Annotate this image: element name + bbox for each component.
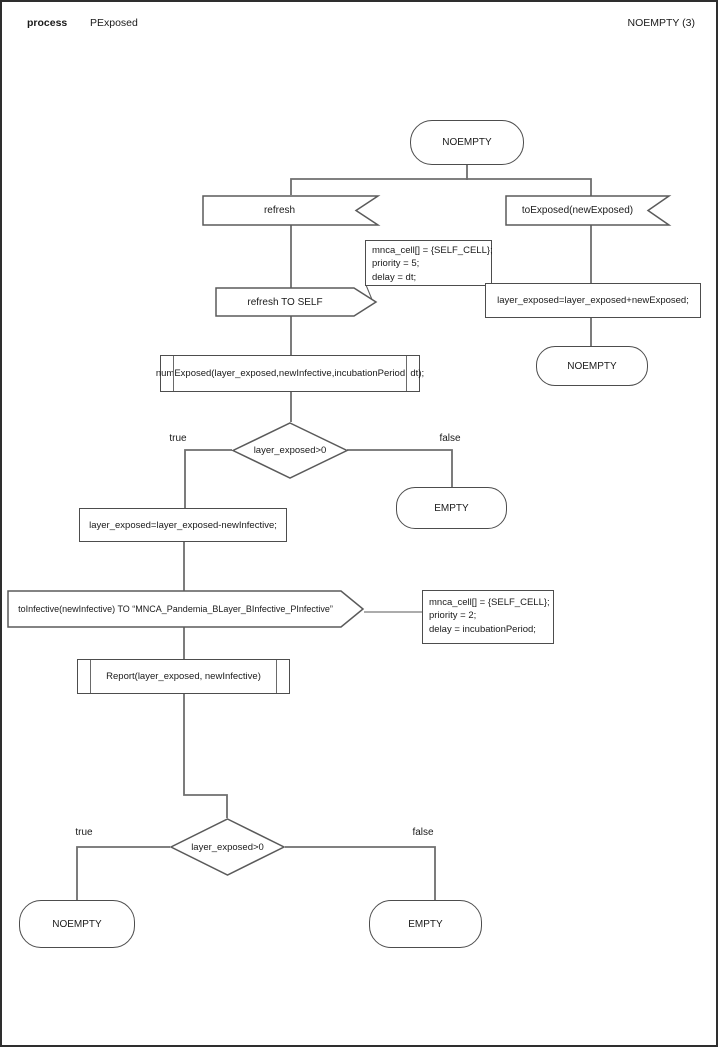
state-label: NOEMPTY — [52, 918, 102, 930]
decision-label: layer_exposed>0 — [191, 841, 264, 853]
edge-decision1-true — [185, 450, 232, 508]
note-line: mnca_cell[] = {SELF_CELL}; — [429, 597, 550, 608]
edge-report-to-decision2 — [184, 694, 227, 818]
process-title: PExposed — [90, 17, 138, 29]
subroutine-bar — [173, 356, 174, 391]
state-noempty-after-add[interactable] — [536, 346, 648, 386]
call-label: numExposed(layer_exposed,newInfective,incubationPeriod, dt); — [155, 368, 425, 379]
note-line: priority = 2; — [429, 610, 477, 622]
edge-decision2-false — [285, 847, 435, 900]
receive-refresh[interactable] — [202, 195, 379, 226]
branch-false-label: false — [439, 433, 461, 444]
send-label: toInfective(newInfective) TO “MNCA_Pandemia_BLayer_BInfective_PInfective” — [18, 604, 333, 614]
branch-false-label: false — [412, 827, 434, 838]
note-line: mnca_cell[] = {SELF_CELL}; — [372, 245, 493, 256]
state-empty-1[interactable] — [396, 487, 507, 529]
receive-label: refresh — [263, 205, 296, 216]
call-num-exposed[interactable] — [155, 355, 425, 392]
branch-true-label: true — [169, 433, 187, 444]
receive-label: toExposed(newExposed) — [521, 205, 634, 216]
send-refresh-to-self[interactable] — [215, 287, 377, 317]
state-label: EMPTY — [408, 918, 443, 930]
state-label: NOEMPTY — [442, 137, 492, 148]
process-kind-label: process — [27, 17, 68, 29]
decision-layer-exposed-2[interactable] — [170, 818, 285, 876]
state-empty-2[interactable] — [369, 900, 482, 948]
call-label: Report(layer_exposed, newInfective) — [106, 671, 261, 682]
subroutine-bar — [90, 660, 91, 693]
assign-label: layer_exposed=layer_exposed-newInfective; — [89, 519, 277, 531]
decision-label: layer_exposed>0 — [253, 445, 327, 456]
subroutine-bar — [406, 356, 407, 391]
assign-sub-infective[interactable] — [79, 508, 287, 542]
state-label: NOEMPTY — [567, 360, 617, 372]
call-report[interactable] — [77, 659, 290, 694]
edge-decision1-false — [347, 450, 452, 487]
state-indicator: NOEMPTY (3) — [627, 17, 695, 29]
note-line: priority = 5; — [372, 258, 420, 270]
note-line: delay = dt; — [372, 271, 417, 283]
assign-add-exposed[interactable] — [485, 283, 701, 318]
subroutine-bar — [276, 660, 277, 693]
note-toinfective-params[interactable] — [422, 590, 554, 644]
assign-label: layer_exposed=layer_exposed+newExposed; — [497, 295, 689, 306]
state-noempty-final[interactable] — [19, 900, 135, 948]
state-label: EMPTY — [434, 502, 469, 514]
send-to-infective[interactable] — [7, 590, 364, 628]
edge-decision2-true — [77, 847, 170, 900]
state-noempty-start[interactable] — [410, 120, 524, 165]
note-line: delay = incubationPeriod; — [429, 623, 536, 635]
branch-true-label: true — [75, 827, 93, 838]
send-label: refresh TO SELF — [247, 296, 323, 308]
receive-to-exposed[interactable] — [505, 195, 670, 226]
note-refresh-params[interactable] — [365, 240, 492, 286]
decision-layer-exposed-1[interactable] — [232, 422, 348, 479]
